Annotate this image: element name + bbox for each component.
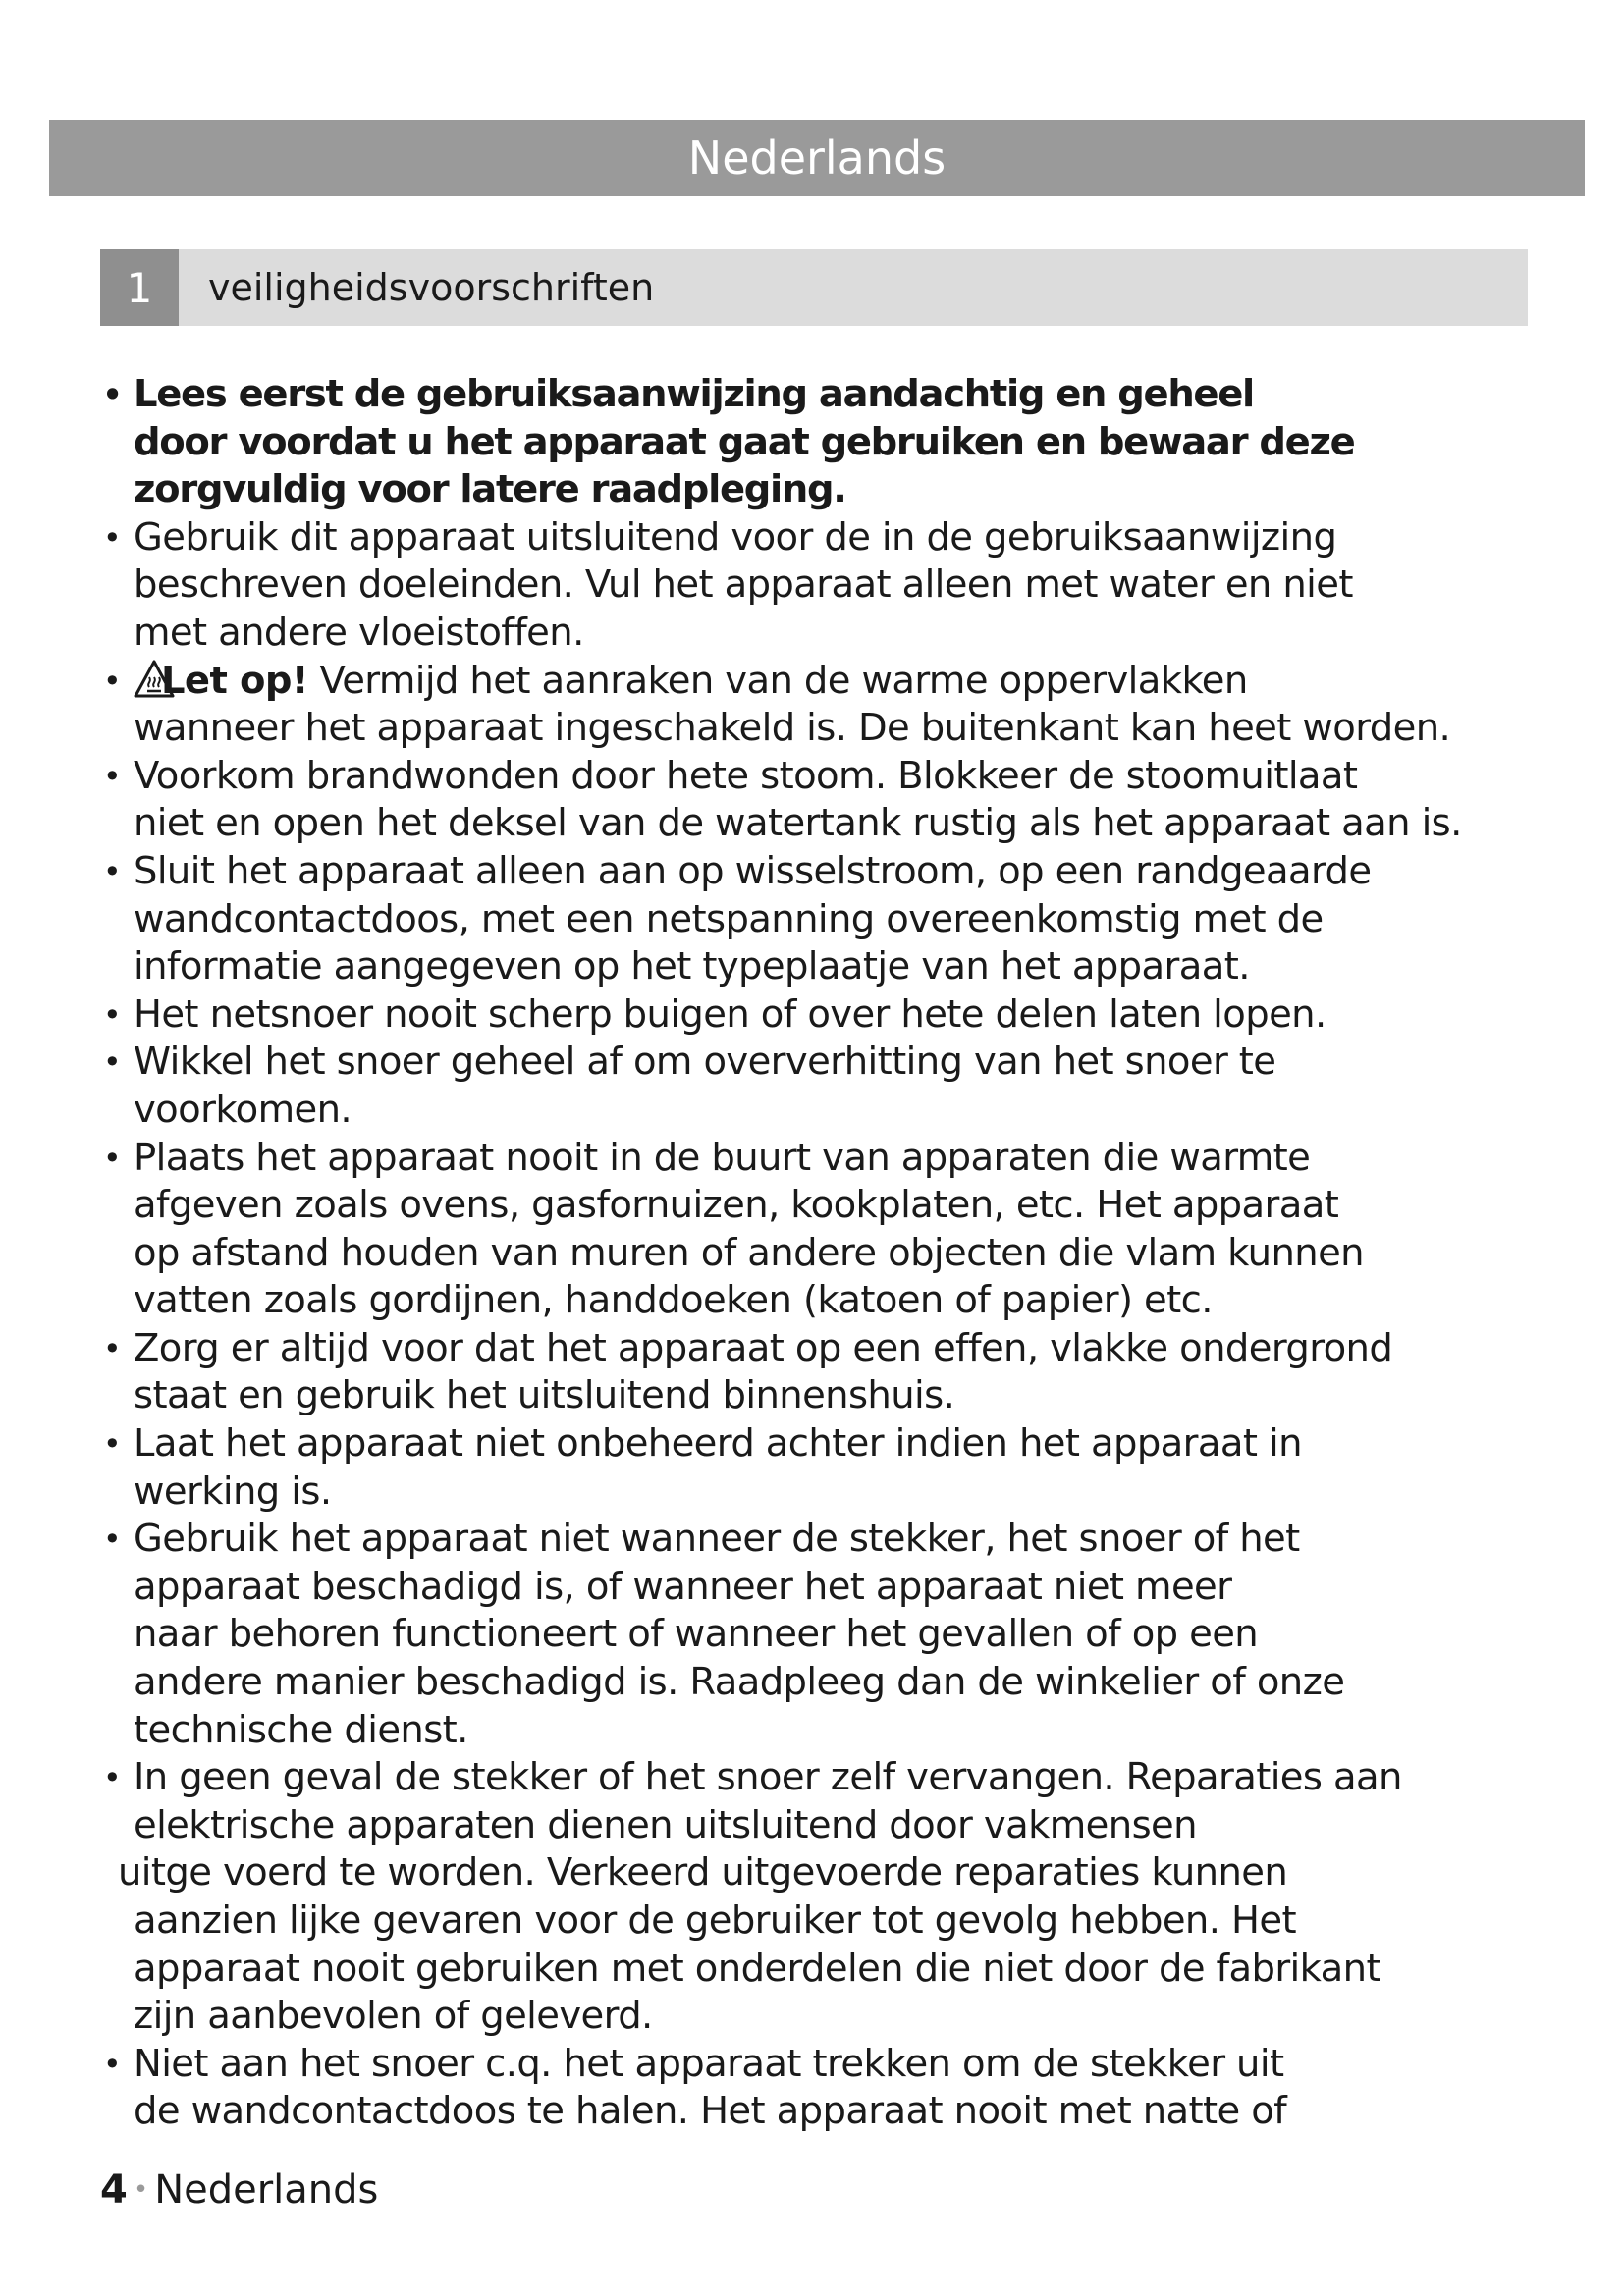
list-item: • Niet aan het snoer c.q. het apparaat trekken om de stekker uit de wandcontactdoos te halen. Het apparaat nooit met natte of xyxy=(100,2041,1543,2136)
page-footer xyxy=(100,2167,378,2213)
section-title: veiligheidsvoorschriften xyxy=(208,266,655,309)
list-item: • Sluit het apparaat alleen aan op wisselstroom, op een randgeaarde wandcontactdoos, met een netspanning overeenkomstig met de informatie aangegeven op het typeplaatje van het apparaat. xyxy=(100,848,1543,991)
list-item: • Gebruik het apparaat niet wanneer de stekker, het snoer of het apparaat beschadigd is, of wanneer het apparaat niet meer naar behoren functioneert of wanneer het gevallen of op een andere manier beschadigd is. Raadpleeg dan de winkelier of onze technische dienst. xyxy=(100,1516,1543,1754)
warning-label: Let op! xyxy=(161,658,308,703)
list-item: • Voorkom brandwonden door hete stoom. Blokkeer de stoomuitlaat niet en open het deksel van de watertank rustig als het apparaat aan is. xyxy=(100,753,1543,848)
list-item: • Gebruik dit apparaat uitsluitend voor de in de gebruiksaanwijzing beschreven doeleinden. Vul het apparaat alleen met water en niet met andere vloeistoffen. xyxy=(100,514,1543,658)
separator-dot: • xyxy=(133,2175,149,2205)
list-item-warning: • Let op! Vermijd het aanraken van de warme oppervlakken wanneer het apparaat ingeschakeld is. De buitenkant kan heet worden. xyxy=(100,658,1543,753)
section-number: 1 xyxy=(100,249,179,326)
bullet: • xyxy=(102,852,122,890)
bullet: • xyxy=(102,1329,122,1367)
bullet: • xyxy=(102,995,122,1034)
bullet: • xyxy=(102,376,122,413)
bullet: • xyxy=(102,757,122,795)
safety-instructions-list xyxy=(100,371,1543,2136)
bullet: • xyxy=(102,1759,122,1797)
list-item: • Wikkel het snoer geheel af om oververhitting van het snoer te voorkomen. xyxy=(100,1039,1543,1134)
footer-language: Nederlands xyxy=(154,2167,379,2213)
list-item: • In geen geval de stekker of het snoer zelf vervangen. Reparaties aan elektrische apparaten dienen uitsluitend door vakmensen uitge voerd te worden. Verkeerd uitgevoerde reparaties kunnen aanzien lijke gevaren voor de gebruiker tot gevolg hebben. Het apparaat nooit gebruiken met onderdelen die niet door de fabrikant zijn aanbevolen of geleverd. xyxy=(100,1754,1543,2041)
bullet: • xyxy=(102,1521,122,1559)
language-banner xyxy=(49,120,1585,196)
list-item: • Laat het apparaat niet onbeheerd achter indien het apparaat in werking is. xyxy=(100,1420,1543,1516)
list-item: • Lees eerst de gebruiksaanwijzing aandachtig en geheel door voordat u het apparaat gaat gebruiken en bewaar deze zorgvuldig voor latere raadpleging. xyxy=(100,371,1543,514)
bullet: • xyxy=(102,518,122,557)
bullet: • xyxy=(102,1043,122,1082)
bullet: • xyxy=(102,662,122,700)
list-item: • Het netsnoer nooit scherp buigen of over hete delen laten lopen. xyxy=(100,991,1543,1040)
section-header xyxy=(100,249,1528,326)
list-item: • Plaats het apparaat nooit in de buurt van apparaten die warmte afgeven zoals ovens, gasfornuizen, kookplaten, etc. Het apparaat op afstand houden van muren of andere objecten die vlam kunnen vatten zoals gordijnen, handdoeken (katoen of papier) etc. xyxy=(100,1135,1543,1325)
bullet: • xyxy=(102,1139,122,1177)
language-title: Nederlands xyxy=(687,132,947,185)
page-number: 4 xyxy=(100,2167,128,2213)
bullet: • xyxy=(102,1425,122,1464)
bullet: • xyxy=(102,2045,122,2083)
list-item: • Zorg er altijd voor dat het apparaat op een effen, vlakke ondergrond staat en gebruik het uitsluitend binnenshuis. xyxy=(100,1325,1543,1420)
